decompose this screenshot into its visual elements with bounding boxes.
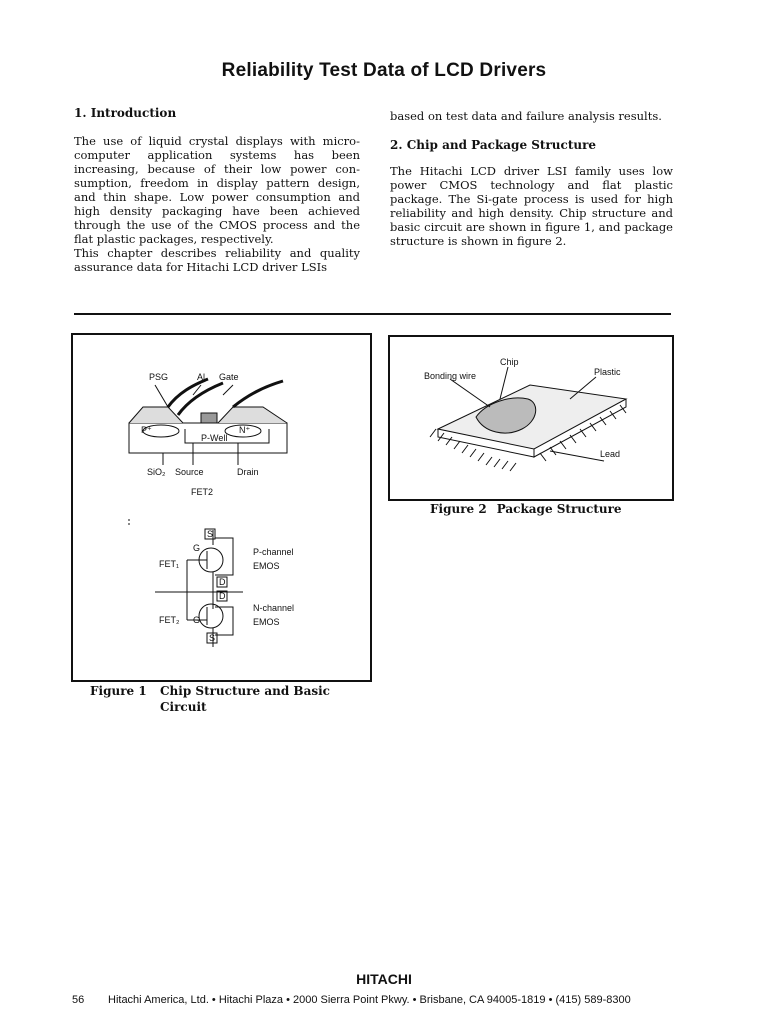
label-n-channel: N-channel: [253, 603, 295, 613]
label-s-top: S: [207, 529, 214, 539]
label-al: Al: [197, 372, 206, 382]
cmos-circuit: [129, 519, 243, 647]
footer-address-line: [72, 994, 692, 1006]
figure-1-number: Figure 1: [90, 684, 147, 698]
figure-2-caption-text: Package Structure: [496, 502, 622, 516]
right-column: [390, 109, 673, 248]
label-fet2: FET₂: [159, 615, 180, 625]
fet2-symbol: [199, 604, 223, 628]
figure-1-caption: [90, 683, 360, 715]
label-p-well: P-Well: [201, 433, 228, 443]
gate-leader: [223, 385, 233, 395]
figure-1-caption-line-1: Chip Structure and Basic: [160, 684, 330, 698]
chip-leader: [500, 367, 508, 399]
label-bonding-wire: Bonding wire: [424, 371, 477, 381]
label-sio2: SiO₂: [147, 467, 166, 477]
label-p-plus: P⁺: [141, 425, 152, 435]
figure-1-diagram: [73, 335, 370, 680]
intro-paragraph-2-continued: based on test data and failure analysis results.: [390, 109, 662, 123]
lead-leader: [550, 451, 604, 461]
label-fet1: FET₁: [159, 559, 180, 569]
figure-2-caption: [430, 501, 670, 517]
fet2-body-wire: [215, 607, 233, 635]
label-drain: Drain: [237, 467, 259, 477]
chip-paragraph: The Hitachi LCD driver LSI family uses low power CMOS technology and flat plastic package. The Si-gate process is used for high reliability and high density. Chip structure and basic circuit are shown in figure 1, and package structure is shown in figure 2.: [390, 164, 673, 248]
psg-leader: [155, 385, 168, 407]
figure-2-box: [388, 335, 674, 501]
figure-2-diagram: [390, 337, 672, 499]
section-divider: [74, 313, 671, 315]
label-chip: Chip: [500, 357, 519, 367]
left-column: [74, 106, 360, 274]
label-n-plus: N⁺: [239, 425, 251, 435]
footer-brand: HITACHI: [356, 971, 412, 987]
label-g-bottom: G: [193, 615, 201, 625]
figure-2-number: Figure 2: [430, 502, 487, 516]
intro-heading: 1. Introduction: [74, 106, 177, 120]
al-stripe-right: [233, 381, 283, 407]
label-gate: Gate: [219, 372, 239, 382]
intro-paragraph-2: This chapter describes reliability and quality assurance data for Hitachi LCD driver LSIs: [74, 246, 360, 274]
label-d-mid1: D: [219, 577, 226, 587]
chip-heading: 2. Chip and Package Structure: [390, 138, 597, 152]
label-p-channel: P-channel: [253, 547, 294, 557]
package-drawing: [430, 367, 626, 471]
gate-stripe: [178, 383, 223, 415]
footer-address: Hitachi America, Ltd. • Hitachi Plaza • 2000 Sierra Point Pkwy. • Brisbane, CA 94005-1819 • (415) 589-8300: [108, 994, 631, 1006]
figure-1-caption-line-2: Circuit: [160, 700, 207, 714]
label-fet2-top: FET2: [191, 487, 214, 497]
psg-layer-left: [129, 407, 183, 423]
label-emos-1: EMOS: [253, 561, 280, 571]
gate-oxide-block: [201, 413, 217, 423]
label-lead: Lead: [600, 449, 621, 459]
psg-layer-right: [218, 407, 287, 423]
page-title: Reliability Test Data of LCD Drivers: [221, 60, 547, 81]
label-g-top: G: [193, 543, 201, 553]
intro-paragraph-1: The use of liquid crystal displays with micro-computer application systems has been increasing, because of their low power con-sumption, freedom in display pattern design, and thin shape. Low power consumption and high density packaging have been achieved through the use of the CMOS process and the flat plastic packages, respectively.: [74, 134, 360, 246]
label-source: Source: [175, 467, 204, 477]
figure-1-box: [71, 333, 372, 682]
label-d-mid2: D: [219, 591, 226, 601]
label-plastic: Plastic: [594, 367, 621, 377]
chip-cross-section: [129, 379, 287, 465]
label-s-bottom: S: [209, 633, 216, 643]
label-emos-2: EMOS: [253, 617, 280, 627]
bonding-wire-leader: [450, 379, 490, 407]
page-number: 56: [72, 994, 85, 1006]
label-psg: PSG: [149, 372, 169, 382]
